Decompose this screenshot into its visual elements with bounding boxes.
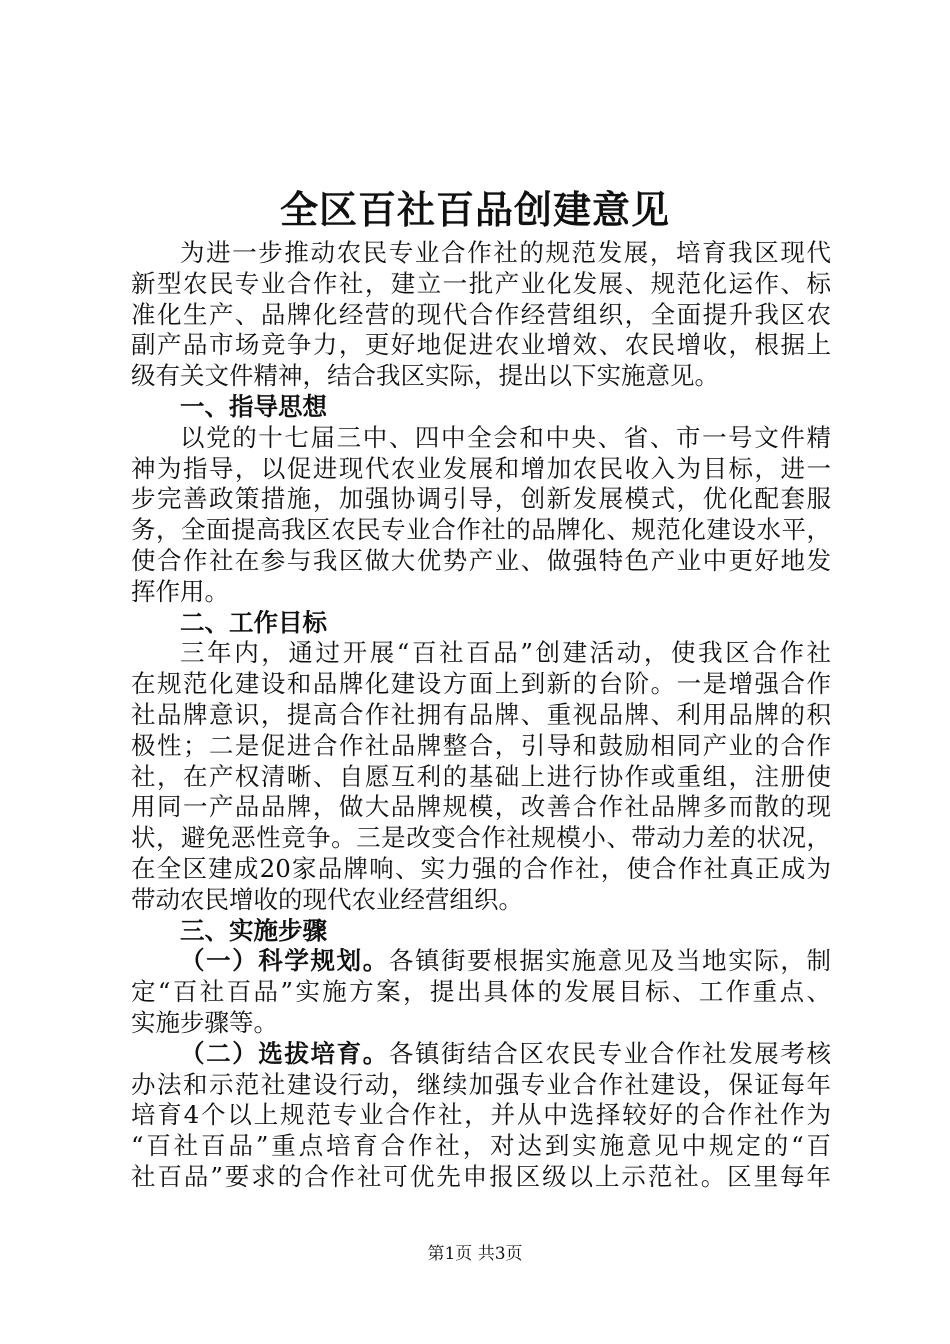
text-line [131,1131,831,1162]
text-line [131,1100,831,1131]
text-line [131,854,831,885]
text-line [131,269,831,300]
line-text: 二、工作目标 [180,607,327,637]
section-heading [131,608,831,639]
line-text: 办法和示范社建设行动，继续加强专业合作社建设，保证每年 [131,1069,831,1099]
line-text: 各镇街要根据实施意见及当地实际，制 [388,946,832,976]
text-line [131,885,831,916]
line-text: “百社百品”重点培育合作社，对达到实施意见中规定的“百 [131,1131,831,1161]
line-text: 准化生产、品牌化经营的现代合作经营组织，全面提升我区农 [131,299,831,329]
line-text: 带动农民增收的现代农业经营组织。 [131,884,523,914]
text-line [131,669,831,700]
line-text: 在规范化建设和品牌化建设方面上到新的台阶。一是增强合作 [131,669,831,699]
text-line [131,1008,831,1039]
text-line [131,1070,831,1101]
section-heading [131,392,831,423]
line-text: 步完善政策措施，加强协调引导，创新发展模式，优化配套服 [131,484,831,514]
line-text: 社，在产权清晰、自愿互利的基础上进行协作或重组，注册使 [131,761,831,791]
line-text: 在全区建成20家品牌响、实力强的合作社，使合作社真正成为 [131,853,831,883]
text-line [131,484,831,515]
text-line [131,577,831,608]
line-text: 级有关文件精神，结合我区实际，提出以下实施意见。 [131,361,719,391]
text-line [131,515,831,546]
subsection-title: （一）科学规划。 [180,946,389,976]
text-line [131,823,831,854]
document-title: 全区百社百品创建意见 [279,187,670,232]
text-line [131,330,831,361]
line-text: 副产品市场竞争力，更好地促进农业增效、农民增收，根据上 [131,330,831,360]
line-text: 社品牌意识，提高合作社拥有品牌、重视品牌、利用品牌的积 [131,699,831,729]
line-text: 新型农民专业合作社，建立一批产业化发展、规范化运作、标 [131,268,831,298]
text-line [131,638,831,669]
line-text: 为进一步推动农民专业合作社的规范发展，培育我区现代 [180,238,831,267]
text-line [131,454,831,485]
document-body [131,238,831,1193]
text-line [131,546,831,577]
text-line [131,700,831,731]
line-text: 以党的十七届三中、四中全会和中央、省、市一号文件精 [180,422,831,452]
subsection-title: （二）选拔培育。 [180,1038,389,1068]
section-heading [131,916,831,947]
text-line [131,762,831,793]
text-line [131,946,831,977]
line-text: 状，避免恶性竞争。三是改变合作社规模小、带动力差的状况， [131,823,831,853]
line-text: 神为指导，以促进现代农业发展和增加农民收入为目标，进一 [131,453,831,483]
line-text: 一、指导思想 [180,391,327,421]
page-footer: 第1页 共3页 [427,1244,523,1264]
line-text: 社百品”要求的合作社可优先申报区级以上示范社。区里每年 [131,1161,831,1191]
line-text: 极性；二是促进合作社品牌整合，引导和鼓励相同产业的合作 [131,730,831,760]
line-text: 定“百社百品”实施方案，提出具体的发展目标、工作重点、 [131,977,831,1007]
line-text: 务，全面提高我区农民专业合作社的品牌化、规范化建设水平， [131,515,831,545]
text-line [131,1039,831,1070]
text-line [131,792,831,823]
text-line [131,977,831,1008]
line-text: 培育4个以上规范专业合作社，并从中选择较好的合作社作为 [131,1100,831,1130]
line-text: 各镇街结合区农民专业合作社发展考核 [388,1038,832,1068]
line-text: 用同一产品品牌，做大品牌规模，改善合作社品牌多而散的现 [131,792,831,822]
line-text: 三、实施步骤 [180,915,327,945]
text-line [131,300,831,331]
text-line [131,423,831,454]
text-line [131,731,831,762]
text-line [131,361,831,392]
line-text: 三年内，通过开展“百社百品”创建活动，使我区合作社 [180,638,831,668]
text-line [131,238,831,269]
line-text: 使合作社在参与我区做大优势产业、做强特色产业中更好地发 [131,545,831,575]
line-text: 挥作用。 [131,576,229,606]
line-text: 实施步骤等。 [131,1007,278,1037]
text-line [131,1162,831,1193]
